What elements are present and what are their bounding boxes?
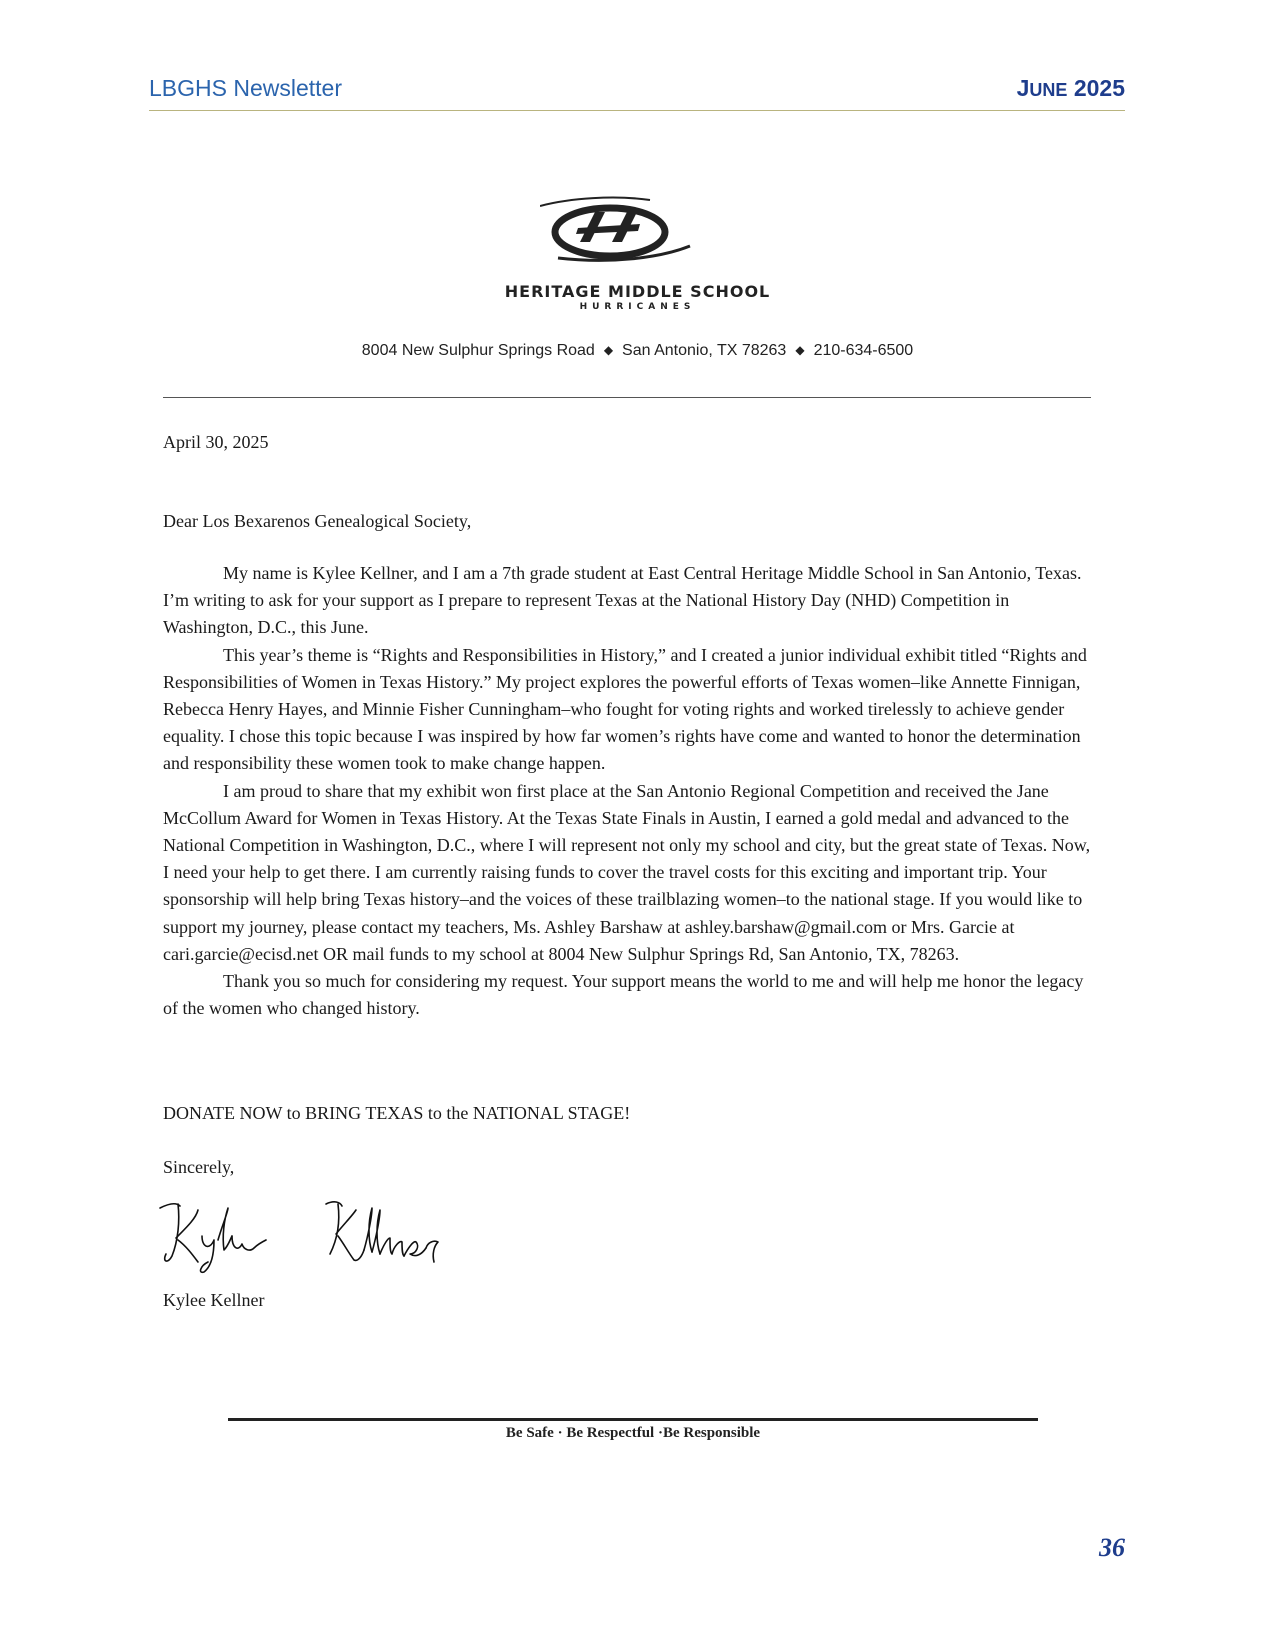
letter-closing: Sincerely, <box>163 1157 235 1177</box>
address-street: 8004 New Sulphur Springs Road <box>361 342 595 359</box>
letter-paragraph: This year’s theme is “Rights and Responsibilities in History,” and I created a junior individual exhibit titled “Rights and Responsibilities of Women in Texas History.” My project explores the powerful efforts of Texas women–like Annette Finnigan, Rebecca Henry Hayes, and Minnie Fisher Cunningham–who fought for voting rights and worked tirelessly to achieve gender equality. I chose this topic because I was inspired by how far women’s rights have come and wanted to honor the determination and responsibility these women took to make change happen. <box>163 644 1087 774</box>
letter-paragraph: Thank you so much for considering my request. Your support means the world to me and will help me honor the legacy of the women who changed history. <box>163 971 1084 1019</box>
school-name: HERITAGE MIDDLE SCHOOL <box>504 282 771 301</box>
school-address <box>250 342 1025 360</box>
diamond-separator-icon: ◆ <box>603 343 614 357</box>
date-year: 2025 <box>1067 75 1125 101</box>
call-to-action: DONATE NOW to BRING TEXAS to the NATIONAL STAGE! <box>163 1103 631 1123</box>
school-mascot: HURRICANES <box>579 302 696 312</box>
handwritten-signature <box>158 1196 458 1276</box>
diamond-separator-icon: ◆ <box>795 343 805 357</box>
letter-date: April 30, 2025 <box>163 432 269 452</box>
school-logo-icon <box>540 196 710 268</box>
school-motto: Be Safe · Be Respectful ·Be Responsible <box>505 1425 761 1441</box>
page-number: 36 <box>1099 1533 1125 1562</box>
address-city: San Antonio, TX 78263 <box>622 342 787 359</box>
date-small-caps: UNE <box>1029 80 1068 100</box>
letterhead-divider <box>163 397 1091 398</box>
letter-body <box>163 560 1098 1022</box>
letter-salutation: Dear Los Bexarenos Genealogical Society, <box>163 511 472 531</box>
letter-paragraph: My name is Kylee Kellner, and I am a 7th grade student at East Central Heritage Middle School in San Antonio, Texas. I’m writing to ask for your support as I prepare to represent Texas at the National History Day (NHD) Competition in Washington, D.C., this June. <box>163 563 1082 638</box>
newsletter-date <box>1017 75 1125 102</box>
address-phone: 210-634-6500 <box>813 342 914 359</box>
date-first-letter: J <box>1016 75 1030 101</box>
newsletter-header <box>149 72 1125 111</box>
signer-name: Kylee Kellner <box>163 1290 265 1310</box>
newsletter-title: LBGHS Newsletter <box>149 75 343 101</box>
letter-paragraph: I am proud to share that my exhibit won first place at the San Antonio Regional Competition and received the Jane McCollum Award for Women in Texas History. At the Texas State Finals in Austin, I earned a gold medal and advanced to the National Competition in Washington, D.C., where I will represent not only my school and city, but the great state of Texas. Now, I need your help to get there. I am currently raising funds to cover the travel costs for this exciting and important trip. Your sponsorship will help bring Texas history–and the voices of these trailblazing women–to the national stage. If you would like to support my journey, please contact my teachers, Ms. Ashley Barshaw at ashley.barshaw@gmail.com or Mrs. Garcie at cari.garcie@ecisd.net OR mail funds to my school at 8004 New Sulphur Springs Rd, San Antonio, TX, 78263. <box>163 780 1091 964</box>
footer-divider <box>228 1418 1038 1421</box>
